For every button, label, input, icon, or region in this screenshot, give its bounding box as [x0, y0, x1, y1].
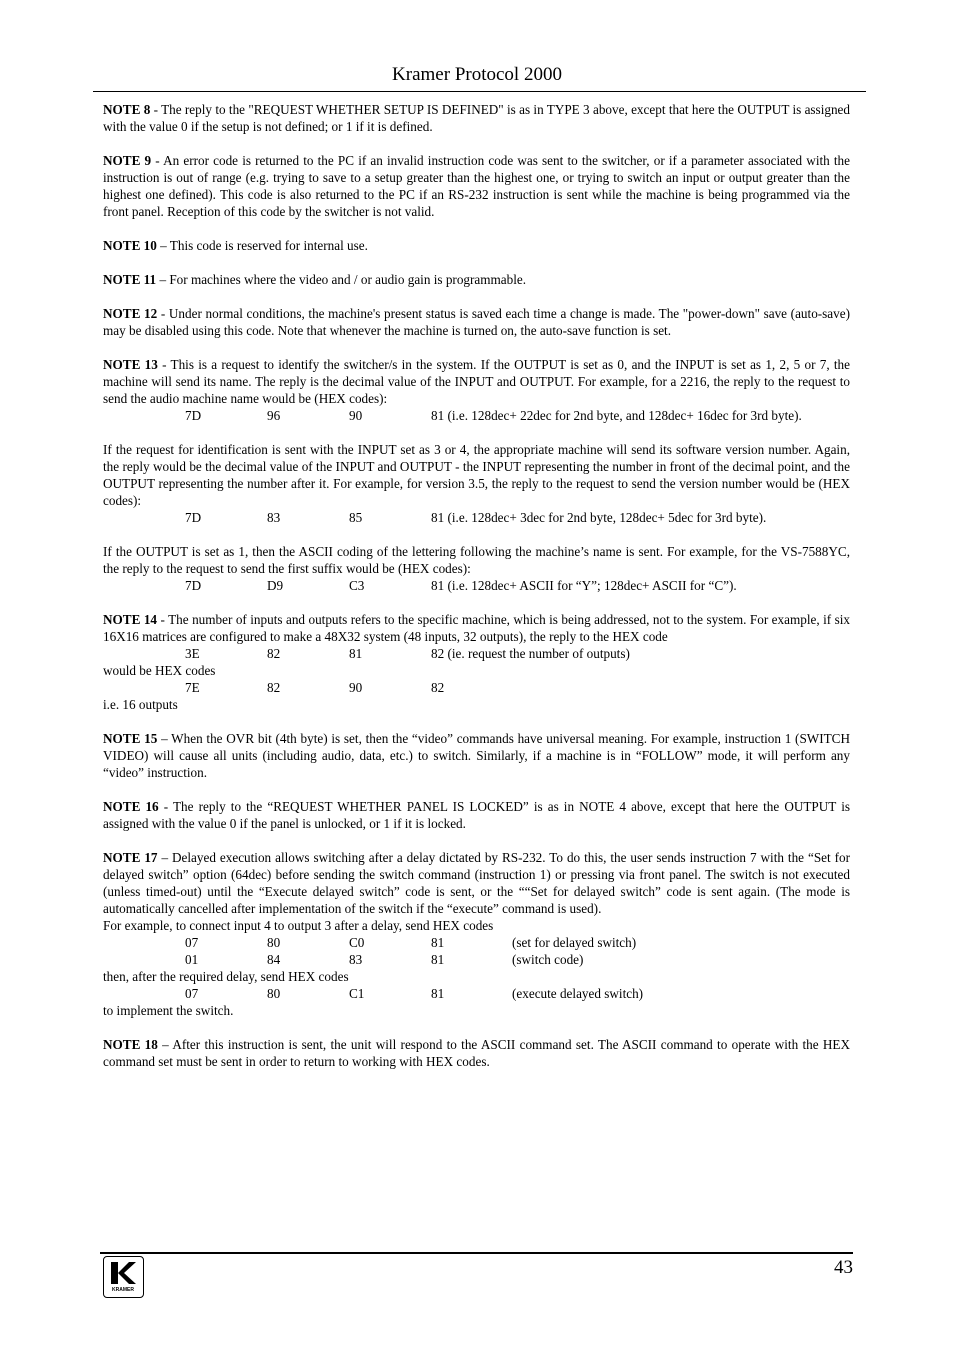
- note-10: [103, 237, 850, 254]
- note-9-label: NOTE 9: [103, 153, 152, 168]
- hex-code-row: [103, 509, 850, 526]
- note-13-intro: [103, 356, 850, 407]
- note-13-version-text: If the request for identification is sent with the INPUT set as 3 or 4, the appropriate machine will send its software version number. Again, the reply would be the decimal value of the INPUT and OUTPUT - the INPUT representing the number in front of the decimal point, and the OUTPUT representing the number after it. For example, for version 3.5, the reply to the request to send the version number would be (HEX codes):: [103, 442, 850, 508]
- footer-divider: [100, 1252, 853, 1254]
- note-12-text: - Under normal conditions, the machine's present status is saved each time a change is made. The "power-down" save (auto-save) may be disabled using this code. Note that whenever the machine is turned on, the auto-save function is set.: [103, 306, 850, 338]
- hex-cell: 81: [349, 646, 363, 661]
- hex-cell: 85: [349, 510, 363, 525]
- hex-comment: (execute delayed switch): [512, 986, 644, 1001]
- note-13-text: - This is a request to identify the switcher/s in the system. If the OUTPUT is set as 0, and the INPUT is set as 1, 2, 5 or 7, the machine will send its name. The reply is the decimal value of the INPUT and OUTPUT. For example, for a 2216, the reply to the request to send the audio machine name would be (HEX codes):: [103, 357, 850, 406]
- note-11-label: NOTE 11: [103, 272, 157, 287]
- note-14: [103, 611, 850, 713]
- hex-cell: 01: [185, 952, 199, 967]
- hex-cell: 07: [185, 935, 199, 950]
- hex-comment: (set for delayed switch): [512, 935, 637, 950]
- header-divider: [93, 91, 866, 92]
- hex-code-row: [103, 577, 850, 594]
- kramer-logo-icon: [103, 1256, 144, 1298]
- hex-cell: 7D: [185, 578, 202, 593]
- note-17-text: – Delayed execution allows switching after a delay dictated by RS-232. To do this, the user sends instruction 7 with the “Set for delayed switch” option (64dec) before sending the switch command (instruction 1) or pressing via front panel. The switch is not executed (unless timed-out) until the “Execute delayed switch” code is sent, or the ““Set for delayed switch” code is sent again. (The mode is automatically cancelled after implementation of the switch if the “execute” command is used).: [103, 850, 850, 916]
- note-18-label: NOTE 18: [103, 1037, 158, 1052]
- hex-cell: 80: [267, 986, 281, 1001]
- note-14-end: i.e. 16 outputs: [103, 697, 178, 712]
- note-17-intro: [103, 849, 850, 917]
- note-13-suffix-text: If the OUTPUT is set as 1, then the ASCII coding of the lettering following the machine’s name is sent. For example, for the VS-7588YC, the reply to the request to send the first suffix would be (HEX codes):: [103, 544, 850, 576]
- hex-cell: 7E: [185, 680, 200, 695]
- hex-comment: (switch code): [512, 952, 584, 967]
- note-15-text: – When the OVR bit (4th byte) is set, then the “video” commands have universal meaning. For example, instruction 1 (SWITCH VIDEO) will cause all units (including audio, data, etc.) to switch. Similarly, if a machine is in “FOLLOW” mode, it will perform any “video” instruction.: [103, 731, 850, 780]
- hex-cell: 82: [267, 680, 281, 695]
- hex-cell: C1: [349, 986, 365, 1001]
- hex-cell: 7D: [185, 510, 202, 525]
- page-header-title: Kramer Protocol 2000: [392, 64, 562, 85]
- note-14-intro: [103, 611, 850, 645]
- note-15: [103, 730, 850, 781]
- note-16-label: NOTE 16: [103, 799, 159, 814]
- note-13: [103, 356, 850, 424]
- note-8-label: NOTE 8: [103, 102, 151, 117]
- note-9: [103, 152, 850, 220]
- hex-cell: 81: [431, 986, 445, 1001]
- hex-cell: 83: [267, 510, 281, 525]
- hex-cell: 81 (i.e. 128dec+ 22dec for 2nd byte, and 128dec+ 16dec for 3rd byte).: [431, 408, 802, 423]
- hex-cell: 83: [349, 952, 363, 967]
- hex-code-row: [103, 985, 850, 1002]
- note-17: [103, 849, 850, 1019]
- note-17-example: For example, to connect input 4 to output 3 after a delay, send HEX codes: [103, 918, 494, 933]
- hex-code-row: [103, 645, 850, 662]
- note-8: [103, 101, 850, 135]
- hex-code-row: [103, 679, 850, 696]
- note-17-mid: then, after the required delay, send HEX codes: [103, 969, 349, 984]
- note-14-text: - The number of inputs and outputs refers to the specific machine, which is being addressed, not to the system. For example, if six 16X16 matrices are configured to make a 48X32 system (48 inputs, 32 outputs), the reply to the HEX code: [103, 612, 851, 644]
- note-13-version: [103, 441, 850, 526]
- logo-text: KRAMER: [112, 1287, 134, 1293]
- note-12: [103, 305, 850, 339]
- note-13-label: NOTE 13: [103, 357, 158, 372]
- note-9-text: - An error code is returned to the PC if an invalid instruction code was sent to the switcher, or if a parameter associated with the instruction is out of range (e.g. trying to save to a setup greater than the highest one, or trying to switch an input or output greater than the highest one defined). This code is also returned to the PC if an RS-232 instruction is sent while the machine is being programmed via the front panel. Reception of this code by the switcher is not valid.: [103, 153, 851, 219]
- note-10-label: NOTE 10: [103, 238, 157, 253]
- hex-cell: 90: [349, 680, 363, 695]
- hex-cell: 90: [349, 408, 363, 423]
- note-14-label: NOTE 14: [103, 612, 158, 627]
- note-13-suffix: [103, 543, 850, 594]
- hex-cell: 82 (ie. request the number of outputs): [431, 646, 630, 661]
- hex-cell: 3E: [185, 646, 200, 661]
- hex-cell: 80: [267, 935, 281, 950]
- note-18-text: – After this instruction is sent, the unit will respond to the ASCII command set. The ASCII command to operate with the HEX command set must be sent in order to return to working with HEX codes.: [103, 1037, 850, 1069]
- note-16: [103, 798, 850, 832]
- note-11-text: – For machines where the video and / or audio gain is programmable.: [156, 272, 527, 287]
- hex-code-row: [103, 934, 850, 951]
- hex-cell: 81: [431, 952, 445, 967]
- note-16-text: - The reply to the “REQUEST WHETHER PANEL IS LOCKED” is as in NOTE 4 above, except that here the OUTPUT is assigned with the value 0 if the panel is unlocked, or 1 if it is locked.: [103, 799, 850, 831]
- hex-cell: 82: [267, 646, 281, 661]
- hex-cell: 07: [185, 986, 199, 1001]
- hex-code-row: [103, 951, 850, 968]
- hex-cell: 82: [431, 680, 445, 695]
- hex-cell: C0: [349, 935, 365, 950]
- note-12-label: NOTE 12: [103, 306, 158, 321]
- note-14-mid: would be HEX codes: [103, 663, 216, 678]
- note-8-text: - The reply to the "REQUEST WHETHER SETUP IS DEFINED" is as in TYPE 3 above, except that here the OUTPUT is assigned with the value 0 if the setup is not defined; or 1 if it is defined.: [103, 102, 850, 134]
- note-10-text: – This code is reserved for internal use.: [156, 238, 368, 253]
- hex-cell: C3: [349, 578, 365, 593]
- note-17-label: NOTE 17: [103, 850, 158, 865]
- note-18: [103, 1036, 850, 1070]
- hex-cell: D9: [267, 578, 284, 593]
- hex-cell: 84: [267, 952, 281, 967]
- note-15-label: NOTE 15: [103, 731, 158, 746]
- hex-cell: 81 (i.e. 128dec+ ASCII for “Y”; 128dec+ ASCII for “C”).: [431, 578, 737, 593]
- page-number: 43: [834, 1257, 853, 1278]
- hex-cell: 81: [431, 935, 445, 950]
- hex-cell: 81 (i.e. 128dec+ 3dec for 2nd byte, 128dec+ 5dec for 3rd byte).: [431, 510, 767, 525]
- hex-cell: 7D: [185, 408, 202, 423]
- note-17-end: to implement the switch.: [103, 1003, 234, 1018]
- note-11: [103, 271, 850, 288]
- hex-cell: 96: [267, 408, 281, 423]
- document-body: [103, 101, 850, 1087]
- hex-code-row: [103, 407, 850, 424]
